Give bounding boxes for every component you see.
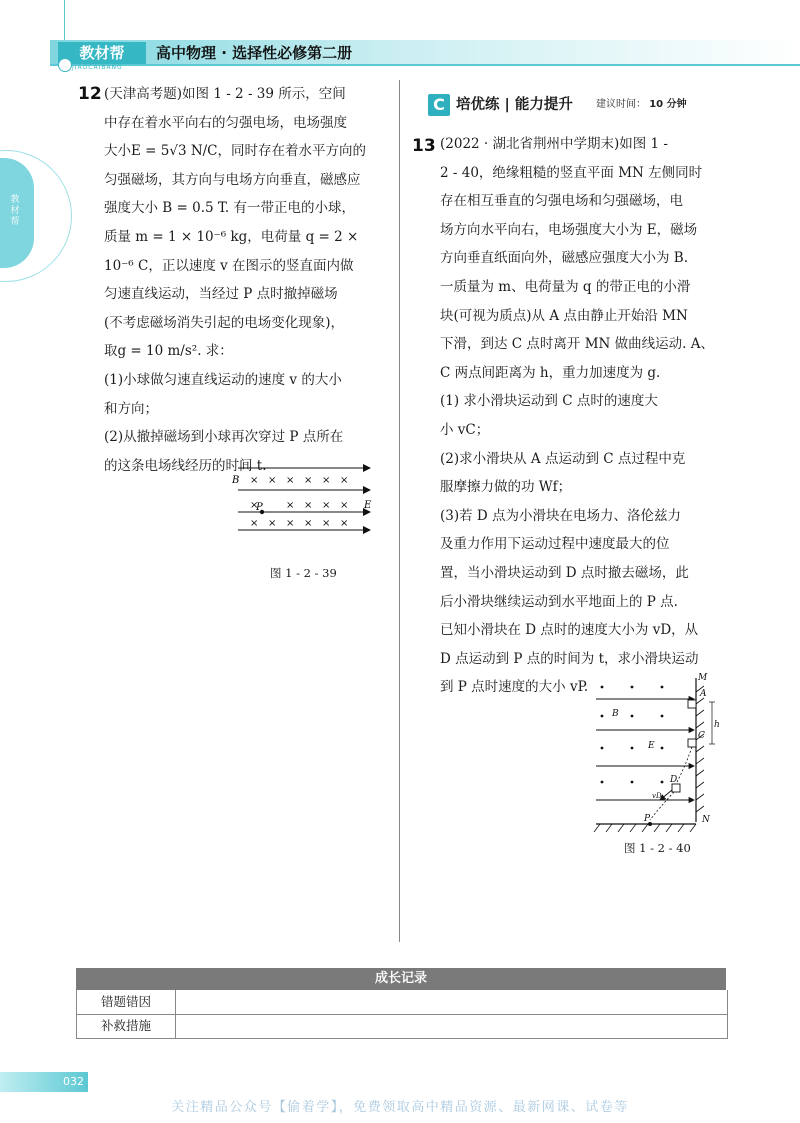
q13-line: 2 - 40，绝缘粗糙的竖直平面 MN 左侧同时 (440, 164, 703, 181)
suggested-time (596, 96, 687, 114)
question-12-number: 12 (78, 84, 102, 104)
svg-text:×: × (304, 475, 313, 486)
q12-line: 大小E = 5√3 N/C，同时存在着水平方向的 (104, 143, 367, 160)
label-a: A (700, 689, 707, 699)
svg-text:×: × (340, 500, 349, 511)
question-13-number: 13 (412, 136, 436, 156)
book-title: 高中物理 · 选择性必修第二册 (156, 44, 353, 62)
figure-1-2-39 (228, 460, 378, 550)
q12-line: 中存在着水平向右的匀强电场，电场强度 (104, 114, 347, 131)
record-row-remedy[interactable] (76, 1014, 728, 1039)
column-divider (399, 80, 400, 942)
section-title: 培优练 | 能力提升 (456, 97, 573, 113)
label-h: h (714, 720, 720, 730)
q13-line: (3)若 D 点为小滑块在电场力、洛伦兹力 (440, 507, 682, 524)
svg-text:×: × (322, 518, 331, 529)
label-b: B (612, 709, 619, 719)
q12-line: (1)小球做匀速直线运动的速度 v 的大小 (104, 371, 342, 388)
q12-line: 匀速直线运动，当经过 P 点时撤掉磁场 (104, 286, 338, 303)
q13-line: 已知小滑块在 D 点时的速度大小为 vD，从 (440, 622, 699, 639)
q13-line: 后小滑块继续运动到水平地面上的 P 点. (440, 593, 678, 610)
svg-text:×: × (250, 475, 259, 486)
label-p: P (256, 502, 263, 513)
label-p: P (644, 814, 651, 824)
label-m: M (698, 673, 708, 683)
figure-1-2-39-caption: 图 1 - 2 - 39 (270, 566, 337, 580)
footer-watermark-note: 关注精品公众号【偷着学】，免费领取高中精品资源、最新网课、试卷等 (171, 1100, 629, 1115)
question-13-text (440, 130, 726, 702)
record-row-error-cause[interactable] (76, 990, 728, 1015)
lightbulb-icon (58, 58, 72, 72)
q13-line: 场方向水平向右，电场强度大小为 E，磁场 (440, 221, 698, 238)
q12-line: (2)从撤掉磁场到小球再次穿过 P 点所在 (104, 429, 344, 446)
q12-line: (不考虑磁场消失引起的电场变化现象)， (104, 314, 345, 331)
record-title: 成长记录 (76, 968, 726, 990)
svg-text:×: × (268, 475, 277, 486)
label-e: E (364, 500, 372, 511)
q13-line: 存在相互垂直的匀强电场和匀强磁场，电 (440, 193, 683, 210)
svg-text:×: × (322, 475, 331, 486)
record-label-error-cause: 错题错因 (77, 990, 176, 1014)
q13-line: 方向垂直纸面向外，磁感应强度大小为 B. (440, 250, 689, 267)
q12-line: 强度大小 B = 0.5 T. 有一带正电的小球， (104, 200, 355, 217)
q13-line: 到 P 点时速度的大小 vP. (440, 679, 589, 696)
svg-text:×: × (268, 518, 277, 529)
page-number: 032 (0, 1072, 88, 1092)
q13-line: 块(可视为质点)从 A 点由静止开始沿 MN (440, 307, 688, 324)
q13-line: 下滑，到达 C 点时离开 MN 做曲线运动. A、 (440, 336, 714, 353)
record-label-remedy: 补救措施 (77, 1014, 176, 1038)
svg-text:×: × (340, 518, 349, 529)
figure-1-2-40 (590, 672, 720, 837)
svg-text:×: × (286, 500, 295, 511)
svg-text:×: × (250, 500, 259, 511)
q12-line: (天津高考题)如图 1 - 2 - 39 所示，空间 (104, 86, 346, 102)
q12-line: 质量 m = 1 × 10⁻⁶ kg，电荷量 q = 2 × (104, 228, 359, 245)
label-e: E (648, 741, 655, 751)
q13-line: 一质量为 m、电荷量为 q 的带正电的小滑 (440, 278, 691, 295)
q13-line: (2022 · 湖北省荆州中学期末)如图 1 - (440, 136, 668, 152)
q13-line: 置，当小滑块运动到 D 点时撤去磁场，此 (440, 564, 689, 581)
q13-line: (1) 求小滑块运动到 C 点时的速度大 (440, 393, 658, 410)
q13-line: 及重力作用下运动过程中速度最大的位 (440, 536, 670, 553)
question-12-text (104, 80, 390, 480)
q12-line: 和方向； (104, 400, 158, 417)
side-tab-label: 教材帮 (10, 195, 20, 227)
suggested-time-value: 10 分钟 (649, 99, 687, 110)
label-n: N (702, 815, 710, 825)
svg-text:×: × (340, 475, 349, 486)
svg-text:×: × (250, 518, 259, 529)
svg-text:×: × (304, 518, 313, 529)
suggested-time-label: 建议时间： (596, 99, 646, 110)
brand-subtitle: JIAOCAIBANG (72, 64, 123, 71)
svg-text:×: × (304, 500, 313, 511)
q13-line: 小 vC； (440, 421, 490, 438)
q12-line: 10⁻⁶ C，正以速度 v 在图示的竖直面内做 (104, 257, 354, 274)
section-badge: C (428, 94, 450, 116)
q13-line: 服摩擦力做的功 Wf； (440, 479, 572, 496)
figure-1-2-40-caption: 图 1 - 2 - 40 (624, 841, 691, 855)
label-d: D (670, 775, 678, 785)
q12-line: 的这条电场线经历的时间 t. (104, 457, 267, 474)
label-b: B (232, 475, 240, 486)
q13-line: D 点运动到 P 点的时间为 t，求小滑块运动 (440, 650, 699, 667)
svg-text:×: × (322, 500, 331, 511)
header-underline (50, 64, 800, 66)
q13-line: C 两点间距离为 h，重力加速度为 g. (440, 364, 661, 381)
label-vd: vD (652, 792, 662, 800)
q12-line: 匀强磁场，其方向与电场方向垂直，磁感应 (104, 171, 361, 188)
q12-line: 取g = 10 m/s². 求： (104, 343, 233, 360)
svg-text:×: × (286, 518, 295, 529)
q13-line: (2)求小滑块从 A 点运动到 C 点过程中克 (440, 450, 686, 467)
brand-logo: 教材帮 (58, 42, 146, 64)
svg-text:×: × (286, 475, 295, 486)
label-c: C (698, 731, 705, 741)
